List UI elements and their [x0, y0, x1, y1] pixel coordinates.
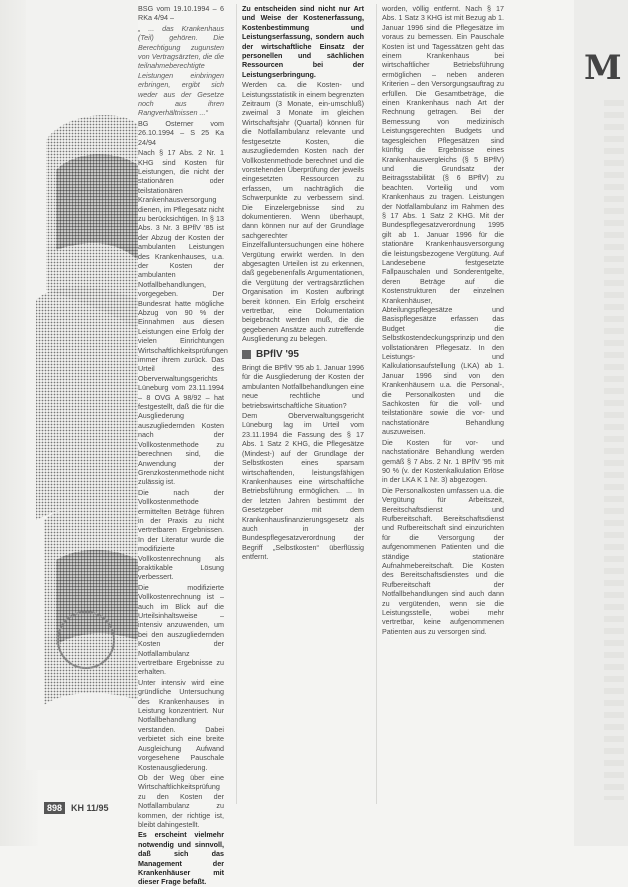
paragraph: Die modifizierte Vollkostenrechnung ist – auch im Blick auf die Urteilsinhaltsweise – intensiv anzuwenden, um bei den auszugliedernden Kosten der Notfallambulanz vertretbare Ergebnisse zu erhalten. — [138, 582, 224, 677]
text-column-3 — [382, 4, 504, 812]
paragraph: Werden ca. die Kosten- und Leistungsstatistik in einem begrenzten Zeitraum (3 Monate, ein-umschluß) zweimal 3 Monate im gleichen Wirtschaftsjahr (Quartal) können für die Notfallambulanz relevante und festgesetzte Kosten, die auszugliedernden Kosten nach der Vollkostenmethode berechnet und die vorstehenden Überprüfung der jeweils eingesetzten Ressourcen zu erfassen, um nachträglich die Schwerpunkte zu verbessern sind. Die Einzelergebnisse sind zu dokumentieren. Wenn überhaupt, dann können nur auf der Grundlage sachgerechter Einzelfalluntersuchungen eine höhere Vergütung erwirkt werden. In den abgesagten Urteilen ist zu erkennen, daß gegebenenfalls Argumentationen, die Vergütung der vertragsärztlichen Organisation im Kosten aufbringt bereit können. Ein Erfolg erscheint vertretbar, eine Dokumentation beigebracht werden muß, die die gegebenen Ansätze auch zutreffende Ausgliederung zu belegen. — [242, 80, 364, 344]
paragraph: Nach § 17 Abs. 2 Nr. 1 KHG sind Kosten für Leistungen, die nicht der stationären oder teilstationären Krankenhausversorgung dienen, im Pflegesatz nicht zu berücksichtigen. In § 13 Abs. 3 Nr. 3 BPflV '85 ist der Abzug der Kosten der ambulanten Leistungen des Krankenhauses, u.a. der Kosten der ambulanten Notfallbehandlungen, vorgegeben. Der Bundesrat hatte mögliche Abzug von 90 % der Einnahmen aus diesen Leistungen eine Erfolg der vielen Einrichtungen Wirtschaftlichkeitsprüfungen immer ihrem zurück. Das Urteil des Oberverwaltungsgerichts Lüneburg vom 23.11.1994 – 8 OVG A 98/92 – hat festgestellt, daß die für die Ausgliederung auszugliedernden Kosten nach der Vollkostenmethode zu berechnen sind, die Anwendung der Grenzkostenmethode nicht zulässig ist. — [138, 148, 228, 487]
section-heading — [242, 350, 364, 359]
text-column-2 — [242, 4, 364, 812]
paragraph: Unter intensiv wird eine gründliche Untersuchung des Krankenhauses in Leistung konzentriert. Nur Notfallbehandlung verstanden. Dabei verbietet sich eine breite Ausgleichung Aufwand vorgesehene Pauschale Kostenausgliederung. — [138, 677, 224, 772]
cap-photo-graphic — [26, 0, 138, 770]
adjacent-page-edge — [574, 0, 628, 846]
paragraph: Die nach der Vollkostenmethode ermittelten Beträge führen in der Praxis zu nicht vertretbaren Ergebnissen. In der Literatur wurde die modifizierte Vollkostenrechnung als praktikable Lösung verbessert. — [138, 487, 224, 582]
page-footer — [44, 802, 109, 814]
paragraph: Die Personalkosten umfassen u.a. die Vergütung für Arbeitszeit, Bereitschaftsdienst und Rufbereitschaft. Bereitschaftsdienst und Rufbereitschaft sind einzurichten für die Versorgung der aufgenommenen Patienten und die ständige stationäre Aufnahmebereitschaft. Die Kosten des Bereitschaftsdienstes und die Rufbereitschaft der Notfallbehandlungen sind auch dann zu vergütenden, wenn sie die Leistungsstelle, wobei mehr vertretbar, keine aufgenommenen Patienten aus zu versorgen sind. — [382, 485, 504, 636]
paragraph: Es erscheint vielmehr notwendig und sinnvoll, daß sich das Management der Krankenhäuser mit dieser Frage befaßt. — [138, 830, 224, 887]
page-number: 898 — [44, 802, 65, 814]
paragraph: Ob der Weg über eine Wirtschaftlichkeitsprüfung zu den Kosten der Notfallambulanz zu kommen, der richtige ist, bleibt dahingestellt. — [138, 772, 224, 829]
paragraph: BG Osterner vom 26.10.1994 – S 25 Ka 24/94 — [138, 118, 224, 147]
heading-text: BPflV '95 — [256, 348, 299, 360]
text-column-1 — [138, 4, 228, 887]
paragraph: Dem Oberverwaltungsgericht Lüneburg lag im Urteil vom 23.11.1994 die Fassung des § 17 Abs. 1 Satz 2 KHG, die Pflegesätze (Mindest-) auf der Grundlage der Selbstkosten eines sparsam wirtschaftenden, leistungsfähigen Krankenhauses eine wirtschaftliche Betriebsführung ermöglichen. ... In der letzten Jahren bestimmt der Gesetzgeber mit dem Krankenhausfinanzierungsgesetz als auch in der Bundespflegesatzverordnung der Begriff „Selbstkosten“ überflüssig entfernt. — [242, 411, 364, 562]
paragraph: BSG vom 19.10.1994 – 6 RKa 4/94 – — [138, 4, 224, 23]
paragraph: „ ... das Krankenhaus (Teil) gehören. Die Berechtigung zugunsten von Vertragsärzten, die die teilnahmeberechtigte Leistungen einbringen erbringen, ergibt sich weder aus der Gesetze noch aus ihren Rangverhältnissen ...“ — [138, 23, 224, 118]
paragraph: Zu entscheiden sind nicht nur Art und Weise der Kostenerfassung, Kostenbestimmung und Leistungserfassung, sondern auch der wirtschaftliche Einsatz der personellen und sächlichen Ressourcen bei der Leistungserbringung. — [242, 4, 364, 79]
column-divider — [236, 4, 237, 804]
paragraph: worden, völlig entfernt. Nach § 17 Abs. 1 Satz 3 KHG ist mit Bezug ab 1. Januar 1996 sind die Pflegesätze im voraus zu bemessen. Ein Pauschale Kosten ist und Tagessätzen geht das einem Krankenhaus bei wirtschaftlicher Betriebsführung ermöglichen – neben anderen Kriterien – den Versorgungsauftrag zu erfüllen. Die Gesamtbeträge, die einen Krankenhaus nach Art der Rechnung getragen. Bei der Bemessung von medizinisch Leistungsgerechten Budgets und tagesgleichen Pflegesätzen sind künftig die Ergebnisse eines Krankenhausvergleichs (§ 5 BPflV) und die Grundsatz der Beitragsstabilität (§ 6 BPflV) zu beachten. Vorteilig und vom Krankenhaus zu tragen. Leistungen der Notfallambulanz im Rahmen des § 17 Abs. 1 Satz 2 KHG. Mit der Bundespflegesatzverordnung 1995 gilt ab 1. Januar 1996 für die stationäre Krankenhausversorgung die leistungsbezogene Vergütung. Auf Landesebene festgesetzte Fallpauschalen und Sonderentgelte, deren Beträge auf die Kostenstrukturen der einzelnen Krankenhäuser, Abteilungspflegesätze und Basispflegesätze erfassen das Budget die Selbstkostendeckungsprinzip und den vollstationären Pflegesatz. In den Leistungs- und Kalkulationsaufstellung (LKA) ab 1. Januar 1996 sind von den Krankenhäusern u.a. die Personal-, die Personalkosten und die Sachkosten für die voll- und teilstationäre sowie die vor- und nachstationäre Behandlung auszuweisen. — [382, 4, 504, 437]
column-divider — [376, 4, 377, 804]
adjacent-page-letter: M — [584, 48, 622, 88]
adjacent-page-strip — [604, 100, 624, 800]
heading-square-icon — [242, 350, 251, 359]
paragraph: Die Kosten für vor- und nachstationäre Behandlung werden gemäß § 7 Abs. 2 Nr. 1 BPflV '95 mit 90 % (v. der Kostenkalkulation Erlöse in der LKA K 1 Nr. 3) abgezogen. — [382, 437, 504, 485]
cap-photo — [26, 0, 138, 770]
paragraph: Bringt die BPflV '95 ab 1. Januar 1996 für die Ausgliederung der Kosten der ambulanten Notfallbehandlungen eine neue rechtliche und betriebswirtschaftliche Situation? — [242, 363, 364, 410]
magazine-issue: KH 11/95 — [71, 803, 109, 813]
